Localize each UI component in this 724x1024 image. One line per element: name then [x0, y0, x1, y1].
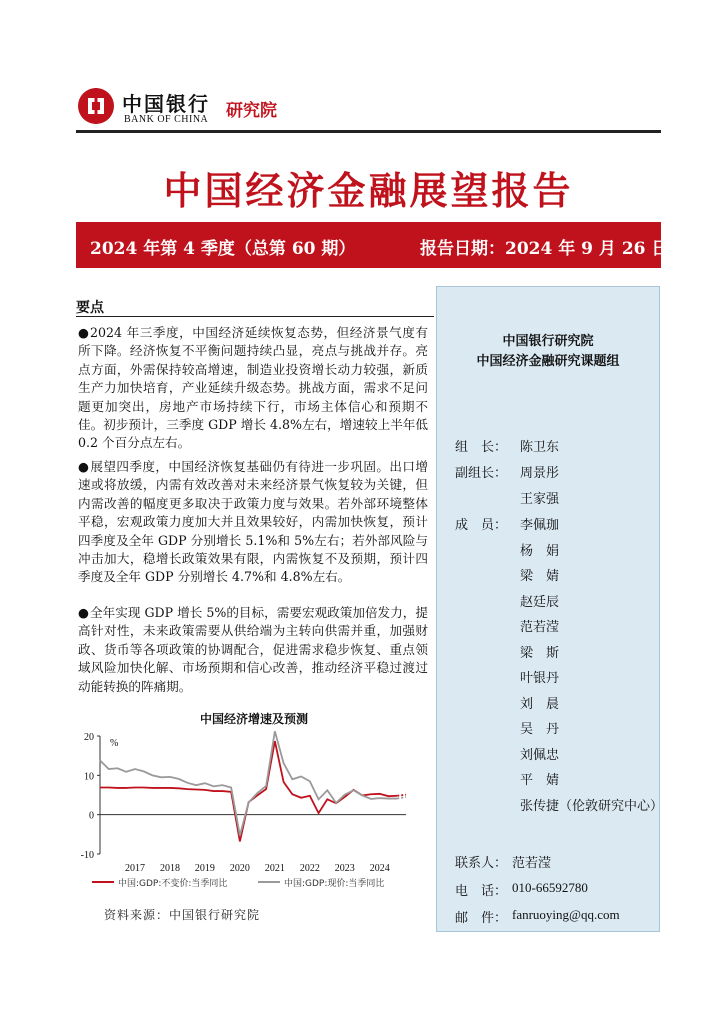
team-member: 张传捷（伦敦研究中心）: [520, 798, 664, 814]
deputy-leader: 周景彤: [520, 466, 560, 481]
team-leader: 陈卫东: [520, 440, 560, 455]
y-tick-label: 20: [84, 732, 94, 743]
key-point: ●全年实现 GDP 增长 5%的目标，需要宏观政策加倍发力，提高针对性，未来政策需要从供给端为主转向供需并重，加强财政、货币等各项政策的协调配合，促进需求稳步恢复、重点领域风险加快化解、市场预期和信心改善，推动经济平稳过渡过动能转换的阵痛期。: [78, 605, 428, 694]
email-address: fanruoying@qq.com: [512, 907, 620, 922]
team-member: 叶银丹: [520, 671, 560, 686]
team-group: 中国经济金融研究课题组: [476, 354, 620, 369]
y-tick-label: 10: [84, 771, 94, 783]
x-tick-label: 2023: [334, 863, 355, 874]
x-tick-label: 2019: [194, 863, 215, 874]
bullet-icon: ●: [78, 325, 89, 340]
bullet-icon: ●: [78, 459, 89, 474]
bank-name-cn: 中国银行: [122, 92, 210, 116]
team-member: 吴 丹: [520, 722, 560, 737]
x-tick-label: 2018: [159, 863, 180, 874]
key-point: ●展望四季度，中国经济恢复基础仍有待进一步巩固。出口增速或将放缓，内需有效改善对未来经济景气恢复较为关键，但内需改善的幅度更多取决于政策力度与效果。若外部环境整体平稳，宏观政策力度加大并且效果较好，内需加快恢复，预计四季度及全年 GDP 分别增长 5.1%和 5%左右；若外部风险与冲击加大，稳增长政策效果有限，内需恢复不及预期，预计四季度及全年 GDP 分别增长 4.7%和 4.8%左右。: [78, 459, 428, 585]
member-label: 成 员：: [455, 518, 508, 533]
chart-title: 中国经济增速及预测: [199, 712, 308, 726]
x-tick-label: 2017: [124, 863, 145, 874]
deputy-label: 副组长：: [455, 466, 508, 481]
team-member: 赵廷辰: [520, 594, 560, 610]
leader-label: 组 长：: [455, 440, 508, 455]
series-line: [100, 731, 397, 835]
bullet-icon: ●: [78, 605, 89, 620]
report-title: 中国经济金融展望报告: [163, 168, 574, 213]
source-note: 资料来源：中国银行研究院: [104, 908, 261, 922]
key-points-heading: 要点: [76, 300, 104, 316]
y-tick-label: -10: [80, 850, 94, 861]
phone-label: 电 话：: [455, 884, 508, 899]
y-tick-label: 0: [89, 810, 94, 822]
email-label: 邮 件：: [455, 911, 508, 926]
gdp-growth-chart: [76, 700, 432, 910]
contact-name: 范若滢: [512, 855, 552, 870]
y-axis-unit: %: [110, 738, 119, 749]
team-member: 刘 晨: [520, 696, 560, 712]
series-forecast-line: [397, 797, 406, 799]
x-tick-label: 2024: [369, 863, 390, 874]
issue-label: 2024 年第 4 季度（总第 60 期）: [90, 239, 356, 259]
team-member: 刘佩忠: [520, 747, 560, 763]
bank-of-china-logo-icon: [76, 86, 116, 126]
bank-name-en: BANK OF CHINA: [124, 114, 209, 125]
team-member: 杨 娟: [520, 543, 560, 559]
team-member: 梁 婧: [520, 569, 560, 584]
contact-label: 联系人：: [455, 856, 508, 871]
team-org: 中国银行研究院: [502, 334, 594, 349]
team-member: 范若滢: [520, 620, 560, 635]
x-tick-label: 2020: [229, 863, 250, 874]
series-forecast-line: [397, 795, 406, 796]
legend-label: 中国:GDP:不变价:当季同比: [118, 879, 228, 889]
key-point: ●2024 年三季度，中国经济延续恢复态势，但经济景气度有所下降。经济恢复不平衡问题持续凸显，亮点与挑战并存。亮点方面，外需保持较高增速，制造业投资增长动力较强，新质生产力加快培育，产业延续升级态势。挑战方面，需求不足问题更加突出，房地产市场持续下行，市场主体信心和预期不佳。初步预计，三季度 GDP 增长 4.8%左右，增速较上半年低 0.2 个百分点左右。: [78, 325, 428, 451]
team-member: 李佩珈: [520, 518, 560, 533]
x-tick-label: 2021: [264, 863, 285, 874]
x-tick-label: 2022: [299, 863, 320, 874]
deputy-leader: 王家强: [520, 492, 560, 507]
report-date: 报告日期：2024 年 9 月 26 日: [420, 239, 669, 259]
team-member: 梁 斯: [520, 645, 560, 661]
team-member: 平 婧: [520, 773, 560, 788]
institute-label: 研究院: [226, 101, 277, 121]
legend-label: 中国:GDP:现价:当季同比: [284, 879, 385, 889]
phone-number: 010-66592780: [512, 880, 588, 895]
header-rule: [76, 130, 661, 133]
key-points-rule: [76, 316, 434, 317]
